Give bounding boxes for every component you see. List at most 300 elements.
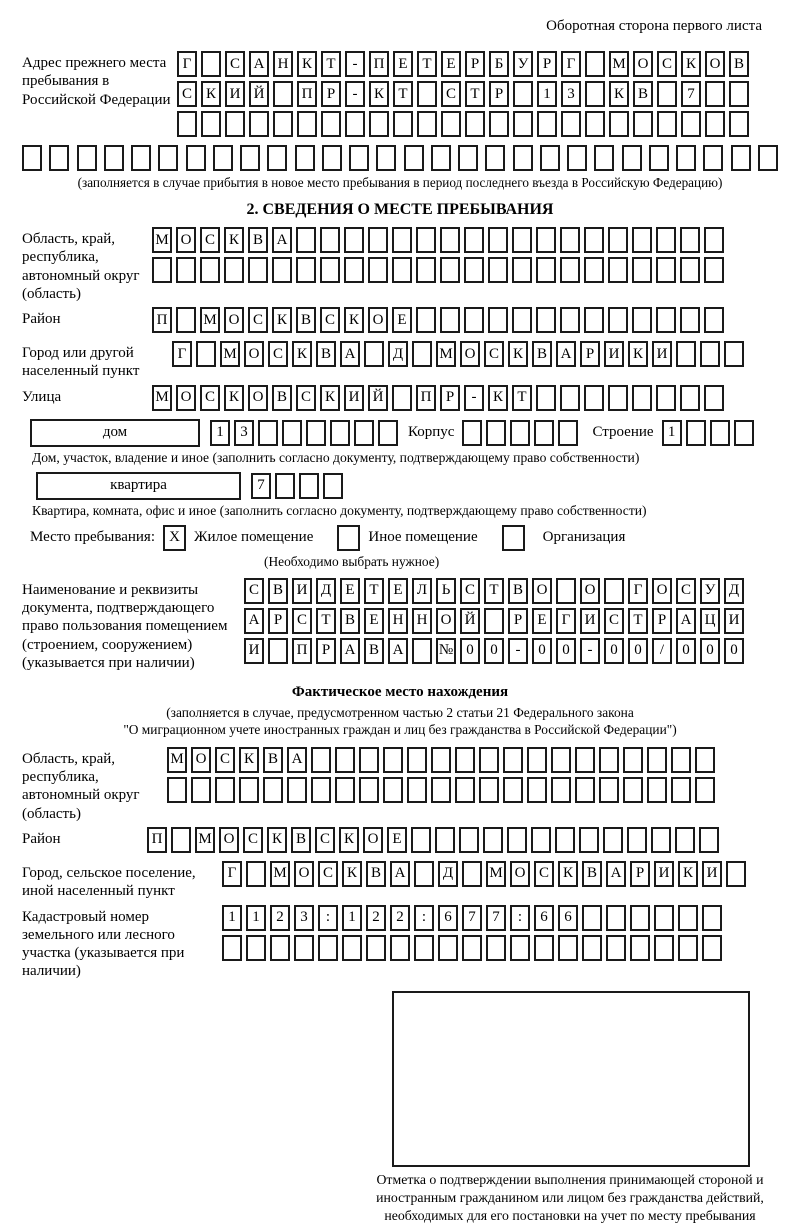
char-cell[interactable] [176, 257, 196, 283]
char-cell[interactable] [584, 385, 604, 411]
char-cell[interactable] [632, 307, 652, 333]
char-cell[interactable] [462, 861, 482, 887]
char-cell[interactable]: С [318, 861, 338, 887]
char-cell[interactable]: 1 [537, 81, 557, 107]
char-cell[interactable]: Д [388, 341, 408, 367]
char-cell[interactable]: П [292, 638, 312, 664]
char-cell[interactable]: 7 [251, 473, 271, 499]
char-cell[interactable]: К [267, 827, 287, 853]
char-cell[interactable]: С [268, 341, 288, 367]
char-cell[interactable] [201, 51, 221, 77]
char-cell[interactable] [503, 747, 523, 773]
char-cell[interactable]: М [220, 341, 240, 367]
char-cell[interactable] [678, 905, 698, 931]
char-cell[interactable] [560, 307, 580, 333]
char-cell[interactable] [703, 145, 723, 171]
char-cell[interactable] [171, 827, 191, 853]
char-cell[interactable]: К [292, 341, 312, 367]
prev-address-row-3[interactable] [177, 111, 749, 137]
char-cell[interactable]: И [604, 341, 624, 367]
char-cell[interactable] [657, 81, 677, 107]
char-cell[interactable]: 3 [294, 905, 314, 931]
char-cell[interactable]: 6 [438, 905, 458, 931]
char-cell[interactable]: К [508, 341, 528, 367]
char-cell[interactable] [412, 341, 432, 367]
stay-type-checkbox-organization[interactable] [502, 525, 525, 551]
char-cell[interactable] [575, 777, 595, 803]
char-cell[interactable] [656, 307, 676, 333]
char-cell[interactable]: Е [340, 578, 360, 604]
char-cell[interactable] [246, 861, 266, 887]
char-cell[interactable] [414, 935, 434, 961]
char-cell[interactable] [630, 905, 650, 931]
char-cell[interactable]: Р [580, 341, 600, 367]
char-cell[interactable] [633, 111, 653, 137]
char-cell[interactable]: П [369, 51, 389, 77]
char-cell[interactable]: Е [393, 51, 413, 77]
char-cell[interactable]: И [724, 608, 744, 634]
char-cell[interactable] [354, 420, 374, 446]
char-cell[interactable] [464, 257, 484, 283]
char-cell[interactable] [513, 81, 533, 107]
char-cell[interactable]: Т [321, 51, 341, 77]
char-cell[interactable] [435, 827, 455, 853]
char-cell[interactable] [342, 935, 362, 961]
cadastral-row-2[interactable] [222, 935, 722, 961]
char-cell[interactable]: А [676, 608, 696, 634]
char-cell[interactable]: Л [412, 578, 432, 604]
char-cell[interactable]: - [345, 81, 365, 107]
char-cell[interactable]: О [368, 307, 388, 333]
char-cell[interactable]: / [652, 638, 672, 664]
char-cell[interactable]: К [239, 747, 259, 773]
stay-type-checkbox-residential[interactable]: X [163, 525, 186, 551]
char-cell[interactable]: О [436, 608, 456, 634]
char-cell[interactable] [462, 935, 482, 961]
char-cell[interactable] [584, 257, 604, 283]
char-cell[interactable] [440, 227, 460, 253]
char-cell[interactable]: С [315, 827, 335, 853]
char-cell[interactable] [540, 145, 560, 171]
char-cell[interactable]: К [224, 385, 244, 411]
char-cell[interactable]: Е [441, 51, 461, 77]
char-cell[interactable] [465, 111, 485, 137]
region-row-2[interactable] [152, 257, 724, 283]
char-cell[interactable]: М [270, 861, 290, 887]
char-cell[interactable] [680, 385, 700, 411]
char-cell[interactable] [191, 777, 211, 803]
char-cell[interactable]: О [363, 827, 383, 853]
char-cell[interactable] [431, 747, 451, 773]
char-cell[interactable]: П [416, 385, 436, 411]
char-cell[interactable] [272, 257, 292, 283]
char-cell[interactable]: М [486, 861, 506, 887]
char-cell[interactable]: А [388, 638, 408, 664]
document-row-3[interactable] [244, 638, 744, 664]
char-cell[interactable] [438, 935, 458, 961]
char-cell[interactable]: С [657, 51, 677, 77]
char-cell[interactable] [686, 420, 706, 446]
char-cell[interactable] [582, 905, 602, 931]
char-cell[interactable]: К [339, 827, 359, 853]
char-cell[interactable] [483, 827, 503, 853]
char-cell[interactable]: 0 [628, 638, 648, 664]
char-cell[interactable] [558, 420, 578, 446]
char-cell[interactable] [215, 777, 235, 803]
char-cell[interactable] [609, 111, 629, 137]
char-cell[interactable]: М [609, 51, 629, 77]
char-cell[interactable] [705, 111, 725, 137]
char-cell[interactable] [441, 111, 461, 137]
char-cell[interactable] [567, 145, 587, 171]
char-cell[interactable] [464, 227, 484, 253]
char-cell[interactable]: № [436, 638, 456, 664]
char-cell[interactable] [512, 257, 532, 283]
char-cell[interactable]: К [681, 51, 701, 77]
char-cell[interactable] [699, 827, 719, 853]
char-cell[interactable] [575, 747, 595, 773]
char-cell[interactable]: И [652, 341, 672, 367]
char-cell[interactable]: Р [537, 51, 557, 77]
char-cell[interactable] [77, 145, 97, 171]
char-cell[interactable]: 7 [462, 905, 482, 931]
actual-district-row[interactable] [147, 827, 719, 853]
char-cell[interactable] [299, 473, 319, 499]
char-cell[interactable] [734, 420, 754, 446]
char-cell[interactable]: О [705, 51, 725, 77]
char-cell[interactable]: Т [484, 578, 504, 604]
char-cell[interactable] [268, 638, 288, 664]
char-cell[interactable]: Г [556, 608, 576, 634]
char-cell[interactable] [249, 111, 269, 137]
char-cell[interactable]: 1 [246, 905, 266, 931]
char-cell[interactable] [404, 145, 424, 171]
char-cell[interactable]: Р [508, 608, 528, 634]
char-cell[interactable] [560, 227, 580, 253]
char-cell[interactable]: В [268, 578, 288, 604]
char-cell[interactable] [656, 385, 676, 411]
char-cell[interactable] [267, 145, 287, 171]
char-cell[interactable]: В [291, 827, 311, 853]
char-cell[interactable]: О [532, 578, 552, 604]
char-cell[interactable] [479, 777, 499, 803]
char-cell[interactable]: В [340, 608, 360, 634]
char-cell[interactable] [536, 227, 556, 253]
char-cell[interactable]: 0 [604, 638, 624, 664]
char-cell[interactable]: : [510, 905, 530, 931]
char-cell[interactable]: 0 [700, 638, 720, 664]
char-cell[interactable]: 0 [484, 638, 504, 664]
char-cell[interactable] [657, 111, 677, 137]
char-cell[interactable]: П [297, 81, 317, 107]
char-cell[interactable]: Р [268, 608, 288, 634]
char-cell[interactable]: И [702, 861, 722, 887]
char-cell[interactable] [369, 111, 389, 137]
char-cell[interactable]: Н [388, 608, 408, 634]
char-cell[interactable] [680, 307, 700, 333]
char-cell[interactable] [412, 638, 432, 664]
char-cell[interactable]: О [460, 341, 480, 367]
char-cell[interactable]: И [580, 608, 600, 634]
char-cell[interactable] [318, 935, 338, 961]
char-cell[interactable]: Т [512, 385, 532, 411]
char-cell[interactable] [392, 385, 412, 411]
char-cell[interactable] [330, 420, 350, 446]
char-cell[interactable] [488, 227, 508, 253]
char-cell[interactable]: М [152, 227, 172, 253]
char-cell[interactable] [599, 777, 619, 803]
char-cell[interactable] [270, 935, 290, 961]
char-cell[interactable]: О [294, 861, 314, 887]
char-cell[interactable]: Г [222, 861, 242, 887]
char-cell[interactable]: С [441, 81, 461, 107]
char-cell[interactable]: Д [438, 861, 458, 887]
char-cell[interactable] [152, 257, 172, 283]
char-cell[interactable] [632, 385, 652, 411]
char-cell[interactable]: В [633, 81, 653, 107]
char-cell[interactable]: О [191, 747, 211, 773]
char-cell[interactable] [585, 81, 605, 107]
char-cell[interactable] [513, 145, 533, 171]
char-cell[interactable] [585, 111, 605, 137]
char-cell[interactable]: Р [321, 81, 341, 107]
char-cell[interactable] [704, 227, 724, 253]
char-cell[interactable] [322, 145, 342, 171]
char-cell[interactable] [296, 227, 316, 253]
char-cell[interactable] [263, 777, 283, 803]
actual-city-row[interactable] [222, 861, 746, 887]
char-cell[interactable] [306, 420, 326, 446]
char-cell[interactable] [695, 747, 715, 773]
prev-address-row-1[interactable] [177, 51, 749, 77]
char-cell[interactable] [225, 111, 245, 137]
char-cell[interactable] [489, 111, 509, 137]
char-cell[interactable] [49, 145, 69, 171]
char-cell[interactable]: К [342, 861, 362, 887]
char-cell[interactable]: К [488, 385, 508, 411]
char-cell[interactable]: 2 [390, 905, 410, 931]
char-cell[interactable] [186, 145, 206, 171]
char-cell[interactable] [671, 747, 691, 773]
char-cell[interactable] [676, 341, 696, 367]
char-cell[interactable] [608, 307, 628, 333]
char-cell[interactable]: В [508, 578, 528, 604]
char-cell[interactable]: Е [532, 608, 552, 634]
char-cell[interactable] [654, 905, 674, 931]
char-cell[interactable] [702, 905, 722, 931]
char-cell[interactable]: К [224, 227, 244, 253]
char-cell[interactable]: Г [628, 578, 648, 604]
char-cell[interactable]: С [320, 307, 340, 333]
char-cell[interactable] [695, 777, 715, 803]
char-cell[interactable]: 0 [724, 638, 744, 664]
char-cell[interactable] [431, 145, 451, 171]
char-cell[interactable] [513, 111, 533, 137]
char-cell[interactable] [176, 307, 196, 333]
char-cell[interactable]: Е [392, 307, 412, 333]
char-cell[interactable] [510, 935, 530, 961]
char-cell[interactable] [507, 827, 527, 853]
char-cell[interactable]: Т [465, 81, 485, 107]
char-cell[interactable]: М [436, 341, 456, 367]
char-cell[interactable] [378, 420, 398, 446]
char-cell[interactable] [606, 935, 626, 961]
char-cell[interactable] [417, 111, 437, 137]
char-cell[interactable] [295, 145, 315, 171]
char-cell[interactable] [349, 145, 369, 171]
char-cell[interactable] [294, 935, 314, 961]
char-cell[interactable]: К [344, 307, 364, 333]
char-cell[interactable]: О [176, 385, 196, 411]
char-cell[interactable]: А [287, 747, 307, 773]
char-cell[interactable] [414, 861, 434, 887]
char-cell[interactable]: Р [316, 638, 336, 664]
char-cell[interactable]: А [390, 861, 410, 887]
actual-region-row-2[interactable] [167, 777, 715, 803]
char-cell[interactable]: Й [460, 608, 480, 634]
char-cell[interactable] [594, 145, 614, 171]
char-cell[interactable]: И [344, 385, 364, 411]
char-cell[interactable] [705, 81, 725, 107]
char-cell[interactable] [131, 145, 151, 171]
char-cell[interactable]: К [201, 81, 221, 107]
char-cell[interactable] [368, 227, 388, 253]
document-row-1[interactable] [244, 578, 744, 604]
apartment-named-box[interactable]: квартира [36, 472, 241, 500]
char-cell[interactable] [458, 145, 478, 171]
char-cell[interactable] [484, 608, 504, 634]
char-cell[interactable] [462, 420, 482, 446]
char-cell[interactable] [676, 145, 696, 171]
char-cell[interactable]: М [167, 747, 187, 773]
char-cell[interactable] [486, 935, 506, 961]
house-number-cells[interactable] [210, 420, 398, 446]
char-cell[interactable]: Т [393, 81, 413, 107]
char-cell[interactable] [647, 747, 667, 773]
char-cell[interactable]: Н [273, 51, 293, 77]
char-cell[interactable]: О [580, 578, 600, 604]
char-cell[interactable]: К [297, 51, 317, 77]
char-cell[interactable]: : [318, 905, 338, 931]
char-cell[interactable] [431, 777, 451, 803]
char-cell[interactable] [604, 578, 624, 604]
char-cell[interactable]: : [414, 905, 434, 931]
char-cell[interactable]: Н [412, 608, 432, 634]
char-cell[interactable] [455, 777, 475, 803]
char-cell[interactable] [729, 111, 749, 137]
apartment-number-cells[interactable] [251, 473, 343, 499]
char-cell[interactable] [273, 111, 293, 137]
char-cell[interactable] [536, 307, 556, 333]
char-cell[interactable]: Й [368, 385, 388, 411]
char-cell[interactable] [376, 145, 396, 171]
char-cell[interactable] [320, 227, 340, 253]
char-cell[interactable]: У [700, 578, 720, 604]
char-cell[interactable] [383, 747, 403, 773]
char-cell[interactable]: О [510, 861, 530, 887]
char-cell[interactable] [440, 257, 460, 283]
char-cell[interactable] [534, 935, 554, 961]
char-cell[interactable] [488, 307, 508, 333]
char-cell[interactable] [623, 777, 643, 803]
char-cell[interactable] [344, 257, 364, 283]
char-cell[interactable] [222, 935, 242, 961]
char-cell[interactable]: О [219, 827, 239, 853]
char-cell[interactable]: А [606, 861, 626, 887]
char-cell[interactable]: С [484, 341, 504, 367]
char-cell[interactable]: - [464, 385, 484, 411]
char-cell[interactable] [606, 905, 626, 931]
char-cell[interactable] [534, 420, 554, 446]
char-cell[interactable]: В [532, 341, 552, 367]
char-cell[interactable]: К [678, 861, 698, 887]
char-cell[interactable]: О [652, 578, 672, 604]
char-cell[interactable] [416, 307, 436, 333]
char-cell[interactable] [344, 227, 364, 253]
char-cell[interactable] [710, 420, 730, 446]
char-cell[interactable]: О [633, 51, 653, 77]
char-cell[interactable] [656, 257, 676, 283]
char-cell[interactable]: 6 [558, 905, 578, 931]
char-cell[interactable] [368, 257, 388, 283]
char-cell[interactable] [486, 420, 506, 446]
char-cell[interactable] [392, 227, 412, 253]
char-cell[interactable] [273, 81, 293, 107]
char-cell[interactable] [459, 827, 479, 853]
char-cell[interactable]: Т [417, 51, 437, 77]
char-cell[interactable]: С [534, 861, 554, 887]
region-row-1[interactable] [152, 227, 724, 253]
char-cell[interactable]: О [176, 227, 196, 253]
street-row[interactable] [152, 385, 724, 411]
char-cell[interactable] [608, 227, 628, 253]
char-cell[interactable] [531, 827, 551, 853]
char-cell[interactable]: Р [489, 81, 509, 107]
char-cell[interactable]: Г [561, 51, 581, 77]
cadastral-row-1[interactable] [222, 905, 722, 931]
char-cell[interactable] [335, 747, 355, 773]
char-cell[interactable]: М [195, 827, 215, 853]
char-cell[interactable]: С [248, 307, 268, 333]
char-cell[interactable] [527, 777, 547, 803]
char-cell[interactable] [258, 420, 278, 446]
char-cell[interactable] [282, 420, 302, 446]
document-row-2[interactable] [244, 608, 744, 634]
char-cell[interactable]: 2 [366, 905, 386, 931]
char-cell[interactable]: Ь [436, 578, 456, 604]
char-cell[interactable] [321, 111, 341, 137]
char-cell[interactable] [287, 777, 307, 803]
char-cell[interactable] [681, 111, 701, 137]
char-cell[interactable]: Г [177, 51, 197, 77]
char-cell[interactable]: Е [388, 578, 408, 604]
char-cell[interactable] [311, 777, 331, 803]
char-cell[interactable] [246, 935, 266, 961]
char-cell[interactable]: К [628, 341, 648, 367]
char-cell[interactable] [647, 777, 667, 803]
char-cell[interactable]: - [508, 638, 528, 664]
char-cell[interactable]: Т [628, 608, 648, 634]
char-cell[interactable]: С [225, 51, 245, 77]
char-cell[interactable] [536, 385, 556, 411]
char-cell[interactable] [407, 747, 427, 773]
char-cell[interactable] [599, 747, 619, 773]
char-cell[interactable] [416, 227, 436, 253]
char-cell[interactable]: М [152, 385, 172, 411]
char-cell[interactable]: С [244, 578, 264, 604]
char-cell[interactable] [632, 257, 652, 283]
actual-region-row-1[interactable] [167, 747, 715, 773]
